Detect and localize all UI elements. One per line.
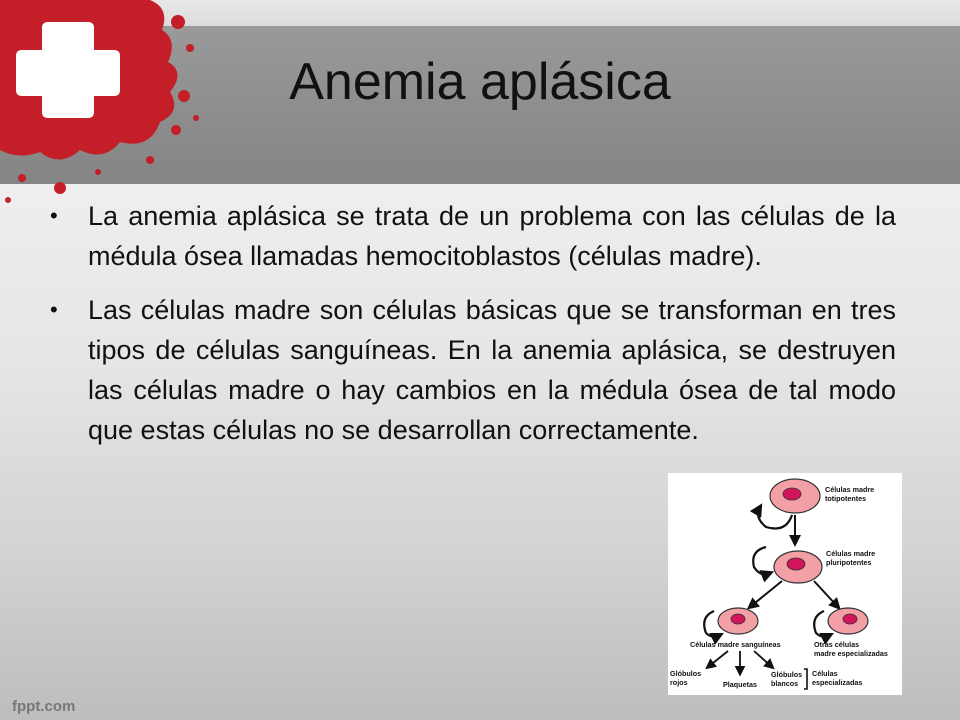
other-stem-cell [828,608,868,634]
self-renew-arrow [753,547,770,574]
bullet-text: Las células madre son células básicas que se transforman en tres tipos de células sanguíneas. En la anemia aplásica, se destruyen las células madre o hay cambios en la médula ósea de tal modo que estas células no se desarrollan correctamente. [88,295,896,445]
bullet-marker: • [50,203,58,228]
label-red-1: Glóbulos [670,669,702,678]
label-blood-stem: Células madre sanguíneas [690,640,781,649]
bullet-item [50,196,896,276]
label-white-2: blancos [771,679,799,688]
down-arrow [814,581,838,607]
label-platelets: Plaquetas [723,680,757,689]
bullet-marker: • [50,297,58,322]
label-other-1: Otras células [814,640,860,649]
self-renew-arrow [814,611,830,637]
label-other-2: madre especializadas [814,649,888,658]
label-white-1: Glóbulos [771,670,803,679]
stem-cell-diagram [668,473,902,695]
label-red-2: rojos [670,678,688,687]
bullet-list [50,196,896,464]
label-specialized-2: especializadas [812,678,863,687]
label-totipotent-2: totipotentes [825,494,867,503]
footer-brand: fppt.com [12,698,76,715]
label-totipotent-1: Células madre [825,485,875,494]
totipotent-cell [770,479,820,513]
pluripotent-cell [774,551,822,583]
bracket [804,669,807,689]
slide-title: Anemia aplásica [289,53,671,111]
self-renew-arrow [704,611,720,637]
down-arrow [750,581,782,607]
bullet-item [50,290,896,450]
label-specialized-1: Células [812,669,838,678]
blood-stem-cell [718,608,758,634]
label-pluripotent-1: Células madre [826,549,876,558]
down-arrow [754,651,772,667]
down-arrow [708,651,728,667]
label-pluripotent-2: pluripotentes [826,558,872,567]
bullet-text: La anemia aplásica se trata de un problema con las células de la médula ósea llamadas hemocitoblastos (células madre). [88,201,896,271]
